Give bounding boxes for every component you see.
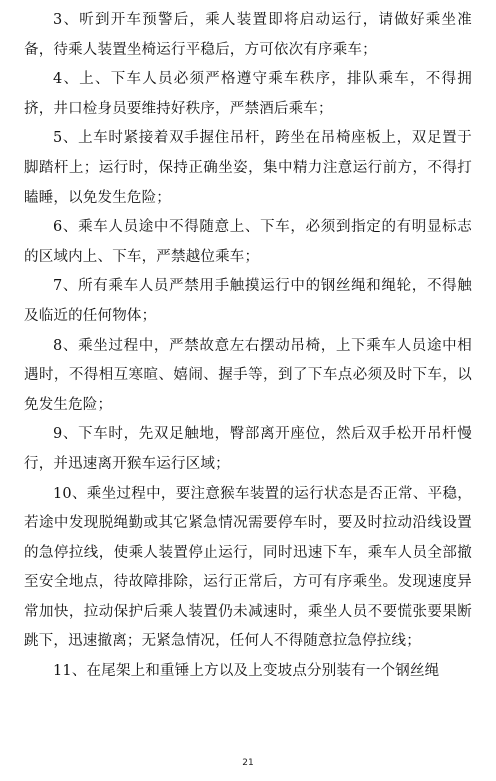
- rule-paragraph-9: 9、下车时，先双足触地，臀部离开座位，然后双手松开吊杆慢行，并迅速离开猴车运行区域；: [24, 426, 472, 472]
- rule-paragraph-7: 7、所有乘车人员严禁用手触摸运行中的钢丝绳和绳轮，不得触及临近的任何物体；: [24, 278, 472, 324]
- document-body: [24, 6, 472, 687]
- rule-paragraph-11: 11、在尾架上和重锤上方以及上变坡点分别装有一个钢丝绳: [53, 663, 440, 680]
- rule-paragraph-8: 8、乘坐过程中，严禁故意左右摆动吊椅，上下乘车人员途中相遇时，不得相互寒暄、嬉闹、握手等，到了下车点必须及时下车，以免发生危险；: [24, 337, 472, 413]
- rule-paragraph-10: 10、乘坐过程中，要注意猴车装置的运行状态是否正常、平稳，若途中发现脱绳勤或其它紧急情况需要停车时，要及时拉动沿线设置的急停拉线，使乘人装置停止运行，同时迅速下车，乘车人员全部撤至安全地点，待故障排除，运行正常后，方可有序乘坐。发现速度异常加快，拉动保护后乘人装置仍未减速时，乘坐人员不要慌张要果断跳下，迅速撤离；无紧急情况，任何人不得随意拉急停拉线；: [24, 485, 472, 650]
- page-number: 21: [242, 758, 254, 768]
- rule-paragraph-4: 4、上、下车人员必须严格遵守乘车秩序，排队乘车，不得拥挤，井口检身员要维持好秩序，严禁酒后乘车；: [24, 71, 472, 117]
- rule-paragraph-5: 5、上车时紧接着双手握住吊杆，跨坐在吊椅座板上，双足置于脚踏杆上；运行时，保持正确坐姿，集中精力注意运行前方，不得打瞌睡，以免发生危险；: [24, 130, 472, 206]
- rule-paragraph-3: 3、听到开车预警后，乘人装置即将启动运行，请做好乘坐准备，待乘人装置坐椅运行平稳后，方可依次有序乘车；: [24, 12, 472, 58]
- rule-paragraph-6: 6、乘车人员途中不得随意上、下车，必须到指定的有明显标志的区域内上、下车，严禁越位乘车；: [24, 219, 472, 265]
